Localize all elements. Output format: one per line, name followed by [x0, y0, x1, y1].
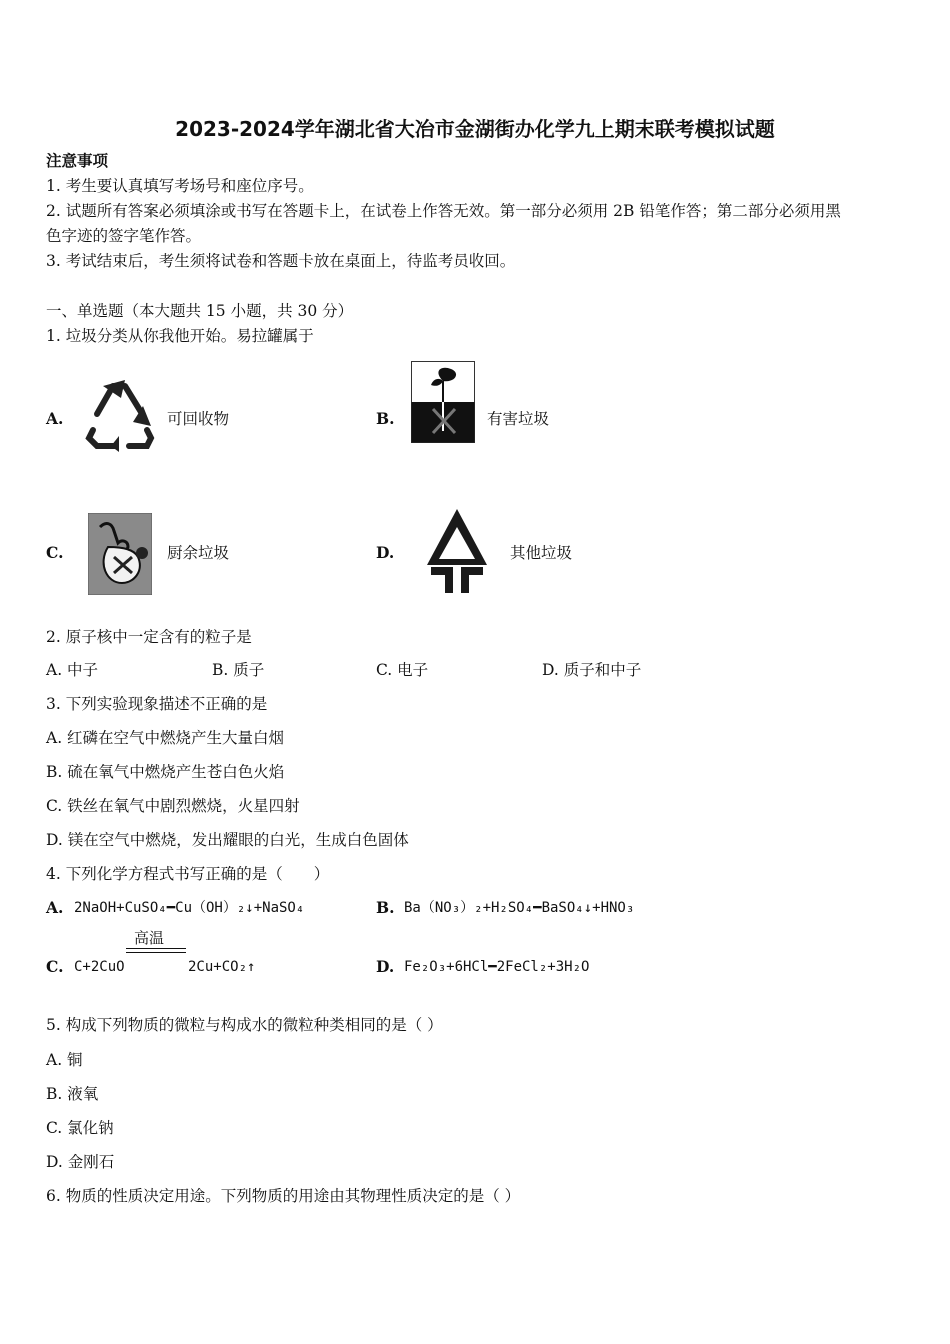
equation-b: Ba（NO₃）₂+H₂SO₄━BaSO₄↓+HNO₃ [404, 900, 635, 916]
question-6-stem: 6. 物质的性质决定用途。下列物质的用途由其物理性质决定的是（ ） [46, 1187, 521, 1205]
option-letter: A. [46, 409, 64, 428]
question-1-stem: 1. 垃圾分类从你我他开始。易拉罐属于 [46, 327, 314, 345]
option: B. 液氧 [46, 1085, 99, 1103]
option-letter: C. [46, 957, 64, 976]
other-waste-icon [425, 507, 489, 595]
notice-line: 色字迹的签字笔作答。 [46, 227, 202, 245]
notice-line: 2. 试题所有答案必须填涂或书写在答题卡上，在试卷上作答无效。第一部分必须用 2B 铅笔作答；第二部分必须用黑 [46, 202, 841, 220]
option-label: 其他垃圾 [510, 544, 573, 562]
kitchen-waste-icon [88, 513, 152, 595]
reaction-condition: 高温 [134, 929, 165, 947]
equals-line-bottom [126, 952, 186, 953]
option: D. 镁在空气中燃烧，发出耀眼的白光，生成白色固体 [46, 831, 409, 849]
question-2-stem: 2. 原子核中一定含有的粒子是 [46, 628, 252, 646]
option-letter: A. [46, 898, 64, 917]
option-label: 厨余垃圾 [167, 544, 230, 562]
equals-line-top [126, 948, 186, 949]
equation-a: 2NaOH+CuSO₄━Cu（OH）₂↓+NaSO₄ [74, 900, 305, 916]
question-4-stem: 4. 下列化学方程式书写正确的是（ ） [46, 865, 330, 883]
notice-line: 3. 考试结束后，考生须将试卷和答题卡放在桌面上，待监考员收回。 [46, 252, 516, 270]
option: C. 电子 [376, 661, 429, 679]
option-letter: D. [376, 543, 395, 562]
hazardous-waste-icon [411, 361, 475, 443]
equation-c-products: 2Cu+CO₂↑ [188, 959, 256, 975]
option: D. 质子和中子 [542, 661, 642, 679]
option: A. 铜 [46, 1051, 83, 1069]
option-letter: D. [376, 957, 395, 976]
page-title: 2023-2024学年湖北省大冶市金湖街办化学九上期末联考模拟试题 [175, 117, 775, 141]
option: A. 中子 [46, 661, 99, 679]
option: A. 红磷在空气中燃烧产生大量白烟 [46, 729, 285, 747]
option-letter: B. [376, 898, 395, 917]
option-letter: B. [376, 409, 395, 428]
equation-c-reactants: C+2CuO [74, 959, 125, 975]
option: C. 氯化钠 [46, 1119, 114, 1137]
option: D. 金刚石 [46, 1153, 115, 1171]
option: B. 质子 [212, 661, 265, 679]
equation-d: Fe₂O₃+6HCl━2FeCl₂+3H₂O [404, 959, 590, 975]
option: C. 铁丝在氧气中剧烈燃烧，火星四射 [46, 797, 300, 815]
option-label: 有害垃圾 [487, 410, 550, 428]
notice-heading: 注意事项 [46, 151, 109, 170]
option: B. 硫在氧气中燃烧产生苍白色火焰 [46, 763, 285, 781]
section-heading: 一、单选题（本大题共 15 小题，共 30 分） [46, 302, 354, 320]
recycle-icon [85, 376, 155, 452]
question-5-stem: 5. 构成下列物质的微粒与构成水的微粒种类相同的是（ ） [46, 1016, 443, 1034]
notice-line: 1. 考生要认真填写考场号和座位序号。 [46, 177, 314, 195]
option-label: 可回收物 [167, 410, 230, 428]
option-letter: C. [46, 543, 64, 562]
question-3-stem: 3. 下列实验现象描述不正确的是 [46, 695, 268, 713]
